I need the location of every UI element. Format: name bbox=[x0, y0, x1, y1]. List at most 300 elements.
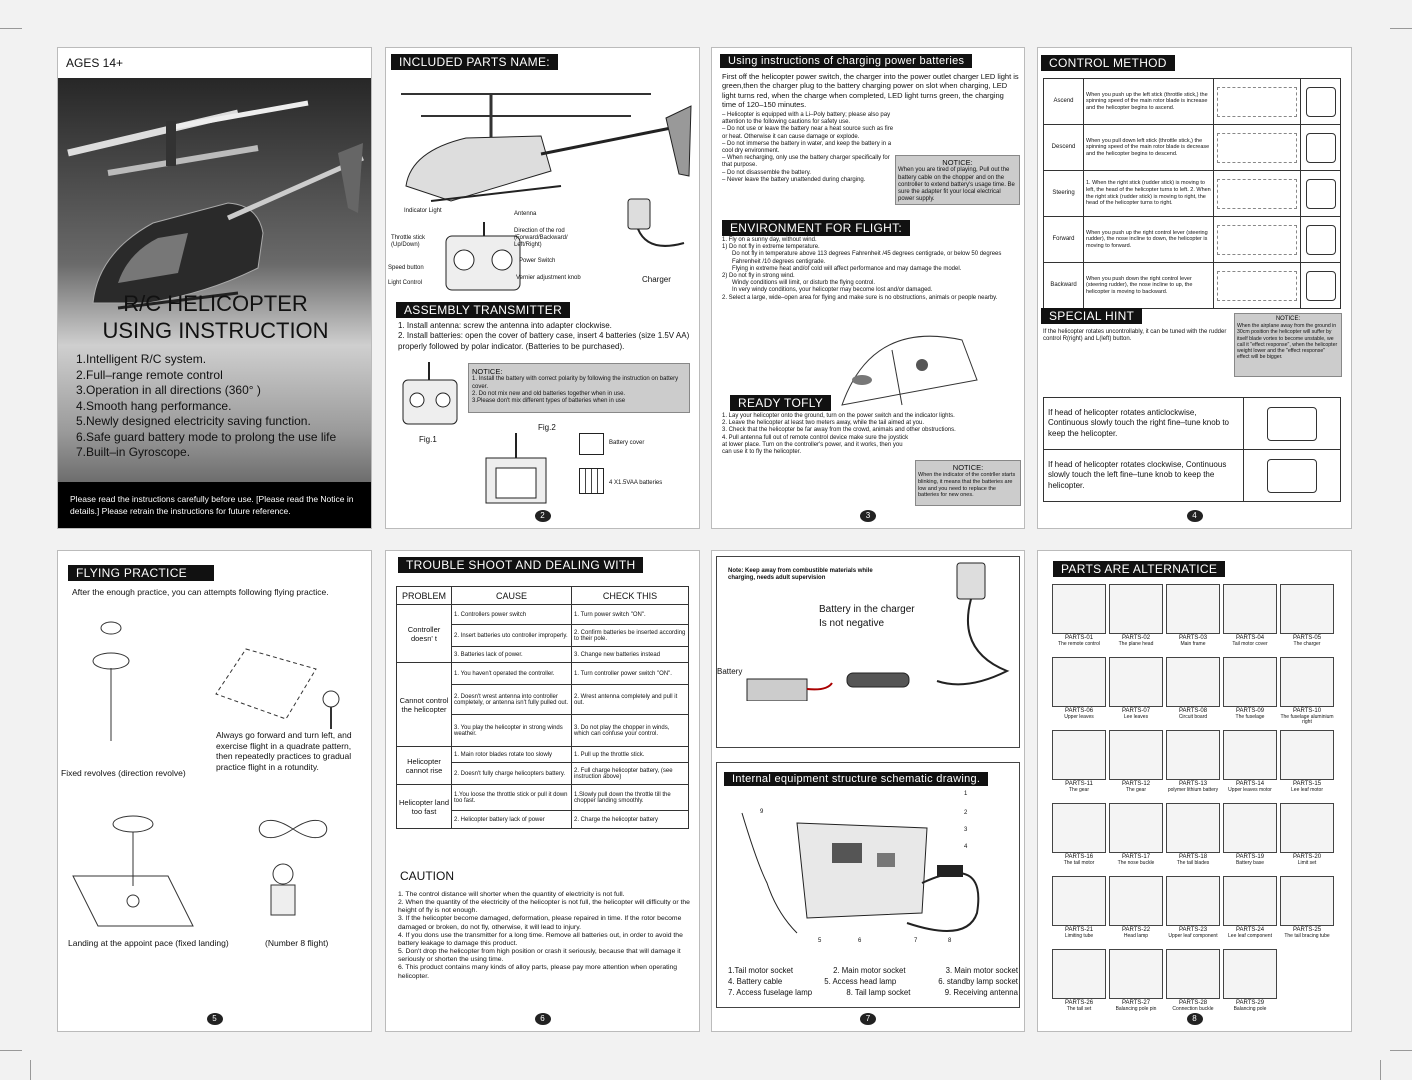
callout-number: 3 bbox=[964, 827, 968, 833]
control-text: When you push up the right control lever (steering rudder), the nose incline to down, the helicopter is moving to forward. bbox=[1086, 229, 1208, 249]
environment-header: ENVIRONMENT FOR FLIGHT: bbox=[722, 220, 910, 236]
legend-item: 4. Battery cable bbox=[728, 977, 783, 986]
ready-item: 3. Check that the helicopter be far away from the crowd, animals and other obstructions. bbox=[722, 427, 956, 434]
page-number: 5 bbox=[207, 1013, 223, 1025]
section-header: TROUBLE SHOOT AND DEALING WITH bbox=[398, 557, 643, 573]
part-name: Balancing pole pin bbox=[1115, 1005, 1157, 1012]
part-image bbox=[1166, 657, 1220, 707]
part-item bbox=[1223, 876, 1277, 939]
label-indicator-light: Indicator Light bbox=[404, 208, 442, 214]
callout-number: 7 bbox=[914, 938, 918, 944]
check-cell: 1. Turn power switch "ON". bbox=[572, 605, 689, 625]
battery-cover-label: Battery cover bbox=[609, 440, 645, 446]
section-header: Using instructions of charging power batteries bbox=[720, 54, 972, 68]
notice-text: When the airplane away from the ground in 30cm position the helicopter will suffer by itself blade vortex to become unstable, we call it "effect response", when the helicopter weight lower and the "effect response" effect will be bigger. bbox=[1237, 323, 1338, 361]
ready-item: 2. Leave the helicopter at least two meters away, while the tail aimed at you. bbox=[722, 420, 924, 427]
stick-diagram bbox=[1301, 171, 1341, 217]
legend-item: 6. standby lamp socket bbox=[938, 977, 1018, 986]
notice-box bbox=[468, 363, 690, 413]
table-header-row bbox=[397, 587, 689, 605]
part-code: PARTS-08 bbox=[1178, 708, 1208, 714]
part-image bbox=[1166, 730, 1220, 780]
charger-battery-drawing bbox=[717, 561, 1017, 701]
feature-list bbox=[76, 352, 336, 461]
callout-number: 4 bbox=[964, 844, 968, 850]
part-image bbox=[1223, 803, 1277, 853]
notice-title: NOTICE: bbox=[942, 158, 973, 167]
control-text: 1. When the right stick (rudder stick) is moving to left, the head of the helicopter turns to left. 2. When the right stick (rudder stick) is moving to right, the head of the helicopter turns to right. bbox=[1086, 180, 1211, 207]
control-row bbox=[1044, 263, 1341, 309]
part-item bbox=[1280, 730, 1334, 793]
part-code: PARTS-17 bbox=[1121, 854, 1151, 860]
part-image bbox=[1223, 876, 1277, 926]
part-item bbox=[1166, 730, 1220, 793]
legend-item: 9. Receiving antenna bbox=[944, 988, 1018, 997]
stick-diagram bbox=[1301, 125, 1341, 171]
title-line-1: R/C HELICOPTER bbox=[123, 291, 308, 316]
cause-cell: 1. Main rotor blades rotate too slowly bbox=[452, 747, 572, 763]
stick-diagram bbox=[1301, 217, 1341, 263]
check-cell: 2. Full charge helicopter battery, (see instruction above) bbox=[572, 763, 689, 785]
part-item bbox=[1109, 730, 1163, 793]
part-image bbox=[1109, 657, 1163, 707]
part-item bbox=[1223, 949, 1277, 1012]
check-cell: 2. Confirm batteries be inserted according to their pole. bbox=[572, 625, 689, 647]
part-code: PARTS-10 bbox=[1292, 708, 1322, 714]
circuit-board-drawing bbox=[737, 793, 987, 943]
control-name: Descend bbox=[1051, 143, 1076, 150]
page-1-cover bbox=[57, 47, 372, 529]
problem-cell: Helicopter land too fast bbox=[397, 785, 452, 829]
feature-item: 4.Smooth hang performance. bbox=[76, 398, 232, 413]
rotation-row bbox=[1044, 450, 1341, 502]
feature-item: 1.Intelligent R/C system. bbox=[76, 352, 207, 366]
part-code: PARTS-15 bbox=[1292, 781, 1322, 787]
part-image bbox=[1223, 657, 1277, 707]
crop-mark bbox=[1390, 28, 1412, 29]
part-image bbox=[1109, 584, 1163, 634]
fig2-label: Fig.2 bbox=[538, 423, 556, 432]
part-item bbox=[1223, 584, 1277, 647]
part-item bbox=[1166, 949, 1220, 1012]
part-name: The nose buckle bbox=[1117, 859, 1155, 866]
label-antenna: Antenna bbox=[514, 211, 537, 217]
control-text: When you push up the left stick (throttle stick,) the spinning speed of the main rotor blade is increase and the helicopter begins to ascend. bbox=[1086, 91, 1208, 111]
part-code: PARTS-29 bbox=[1235, 1000, 1265, 1006]
part-item bbox=[1280, 657, 1334, 726]
part-image bbox=[1280, 876, 1334, 926]
part-image bbox=[1109, 803, 1163, 853]
part-code: PARTS-25 bbox=[1292, 927, 1322, 933]
helicopter-illustration bbox=[58, 93, 372, 313]
control-illustration bbox=[1214, 263, 1301, 309]
notice-item: 2. Do not mix new and old batteries together when in use. bbox=[472, 390, 626, 397]
ready-list bbox=[722, 413, 1020, 456]
charging-note: Note: Keep away from combustible materials while charging, needs adult supervision bbox=[728, 568, 873, 582]
number-eight-diagram bbox=[238, 809, 348, 929]
part-item bbox=[1109, 584, 1163, 647]
label-throttle-stick: Throttle stick (Up/Down) bbox=[391, 235, 426, 249]
part-name: Limiting tube bbox=[1064, 932, 1094, 939]
part-name: The fuselage bbox=[1235, 713, 1265, 720]
environment-list bbox=[722, 237, 1020, 302]
control-row bbox=[1044, 171, 1341, 217]
ready-item: 4. Pull antenna full out of remote control device make sure the joystick at lower place. Turn on the controller's power, and it works, then you can use it to fly the helicopter. bbox=[722, 434, 909, 455]
helicopter-drawing bbox=[391, 76, 700, 206]
part-item bbox=[1223, 803, 1277, 866]
check-cell: 3. Change new batteries instead bbox=[572, 647, 689, 663]
stick-diagram bbox=[1301, 263, 1341, 309]
section-header: CONTROL METHOD bbox=[1041, 55, 1175, 71]
page-number: 7 bbox=[860, 1013, 876, 1025]
control-name: Steering bbox=[1052, 189, 1075, 196]
caution-list bbox=[398, 891, 694, 981]
col-cause: CAUSE bbox=[452, 587, 572, 605]
part-code: PARTS-07 bbox=[1121, 708, 1151, 714]
part-name: Limit set bbox=[1297, 859, 1317, 866]
notice-title: NOTICE: bbox=[1275, 316, 1301, 322]
part-code: PARTS-05 bbox=[1292, 635, 1322, 641]
part-item bbox=[1052, 949, 1106, 1012]
page-4-control bbox=[1037, 47, 1352, 529]
part-image bbox=[1280, 803, 1334, 853]
part-code: PARTS-09 bbox=[1235, 708, 1265, 714]
control-row bbox=[1044, 79, 1341, 125]
page-number: 3 bbox=[860, 510, 876, 522]
problem-cell: Helicopter cannot rise bbox=[397, 747, 452, 785]
part-image bbox=[1109, 949, 1163, 999]
env-item: 2. Select a large, wide–open area for flying and make sure is no obstructions, animals or people nearby. bbox=[722, 294, 998, 301]
crop-mark bbox=[1390, 1050, 1412, 1051]
part-item bbox=[1223, 657, 1277, 720]
notice-box-2 bbox=[915, 460, 1021, 506]
part-item bbox=[1109, 949, 1163, 1012]
troubleshoot-table bbox=[396, 586, 689, 829]
assembly-step: 1. Install antenna: screw the antenna into adapter clockwise. bbox=[398, 321, 612, 330]
page-number: 2 bbox=[535, 510, 551, 522]
feature-item: 3.Operation in all directions (360° ) bbox=[76, 383, 261, 397]
label-speed-button: Speed button bbox=[388, 265, 424, 271]
notice-item: 3.Please don't mix different types of batteries when in use bbox=[472, 397, 626, 404]
assembly-header: ASSEMBLY TRANSMITTER bbox=[396, 302, 570, 318]
part-name: Balancing pole bbox=[1233, 1005, 1267, 1012]
col-check: CHECK THIS bbox=[572, 587, 689, 605]
page-6-troubleshoot bbox=[385, 550, 700, 1032]
label-charger: Charger bbox=[642, 275, 671, 284]
caution-item: 2. When the quantity of the electricity of the helicopter is not full, the helicopter will difficulty or the height of fly is not enough. bbox=[398, 899, 690, 915]
callout-number: 9 bbox=[760, 809, 764, 815]
legend-item: 1.Tail motor socket bbox=[728, 966, 793, 975]
rotation-text: If head of helicopter rotates anticlockwise, Continuous slowly touch the right fine–tune knob to keep the helicopter. bbox=[1048, 407, 1230, 438]
page-8-parts bbox=[1037, 550, 1352, 1032]
part-code: PARTS-22 bbox=[1121, 927, 1151, 933]
practice-intro: After the enough practice, you can attempts following flying practice. bbox=[72, 587, 329, 597]
part-code: PARTS-01 bbox=[1064, 635, 1094, 641]
part-item bbox=[1052, 876, 1106, 939]
part-image bbox=[1223, 949, 1277, 999]
part-item bbox=[1109, 803, 1163, 866]
page-2-parts bbox=[385, 47, 700, 529]
cause-cell: 2. Doesn't wrest antenna into controller completely, or antenna isn't fully pulled out. bbox=[452, 685, 572, 715]
part-item bbox=[1166, 876, 1220, 939]
part-image bbox=[1166, 803, 1220, 853]
notice-box bbox=[895, 155, 1020, 205]
part-code: PARTS-03 bbox=[1178, 635, 1208, 641]
square-pattern-text: Always go forward and turn left, and exercise flight in a quadrate pattern, then repeatedly practices to gradual practice flight in a rotundity. bbox=[216, 730, 352, 772]
safety-item: – When recharging, only use the battery charger specifically for that purpose. bbox=[722, 155, 890, 169]
cause-cell: 1.You loose the throttle stick or pull it down too fast. bbox=[452, 785, 572, 811]
part-item bbox=[1223, 730, 1277, 793]
part-image bbox=[1280, 657, 1334, 707]
env-item: 2) Do not fly in strong wind. bbox=[722, 272, 795, 279]
part-name: The tail motor bbox=[1063, 859, 1095, 866]
notice-text: When the indicator of the contrller starts blinking, it means that the batteries are low and you need to replace the batteries for new ones. bbox=[918, 472, 1016, 499]
cause-cell: 2. Insert batteries uto controller improperly. bbox=[452, 625, 572, 647]
callout-number: 8 bbox=[948, 938, 952, 944]
safety-item: – Do not disassemble the battery. bbox=[722, 169, 811, 176]
part-name: The tail blades bbox=[1176, 859, 1210, 866]
callout-number: 6 bbox=[858, 938, 862, 944]
part-code: PARTS-16 bbox=[1064, 854, 1094, 860]
caution-item: 5. Don't drop the helicopter from high position or crash it seriously, because that will damage it seriously or shorten the using time. bbox=[398, 948, 681, 964]
part-name: The plane head bbox=[1118, 640, 1154, 647]
part-image bbox=[1052, 730, 1106, 780]
section-header: Internal equipment structure schematic drawing. bbox=[724, 772, 988, 786]
page-number: 6 bbox=[535, 1013, 551, 1025]
part-name: The remote control bbox=[1058, 640, 1100, 647]
rotation-diagram bbox=[1244, 398, 1341, 450]
part-code: PARTS-28 bbox=[1178, 1000, 1208, 1006]
section-header: FLYING PRACTICE bbox=[68, 565, 214, 581]
section-header: INCLUDED PARTS NAME: bbox=[391, 54, 558, 70]
part-name: Battery base bbox=[1235, 859, 1265, 866]
part-item bbox=[1052, 803, 1106, 866]
part-item bbox=[1166, 657, 1220, 720]
rotation-table bbox=[1043, 397, 1341, 502]
callout-number: 1 bbox=[964, 791, 968, 797]
fixed-revolve-diagram bbox=[86, 613, 146, 743]
table-row bbox=[397, 605, 689, 625]
part-name: The gear bbox=[1068, 786, 1089, 793]
legend-item: 3. Main motor socket bbox=[945, 966, 1018, 975]
age-rating: AGES 14+ bbox=[66, 56, 124, 70]
caution-item: 1. The control distance will shorter when the quantity of electricity is not full. bbox=[398, 891, 625, 898]
part-image bbox=[1166, 876, 1220, 926]
part-item bbox=[1166, 584, 1220, 647]
special-hint-text: If the helicopter rotates uncontrollably, it can be tuned with the rudder control R(right) and L(left) button. bbox=[1043, 329, 1227, 343]
control-method-table bbox=[1043, 78, 1341, 309]
part-code: PARTS-18 bbox=[1178, 854, 1208, 860]
fixed-revolve-label: Fixed revolves (direction revolve) bbox=[61, 768, 186, 778]
notice-item: 1. Install the battery with correct polarity by following the instruction on battery cover. bbox=[472, 376, 679, 390]
label-vernier-knob: Vernier adjustment knob bbox=[516, 275, 581, 281]
caution-item: 6. This product contains many kinds of alloy parts, please pay more attention when operating helicopter. bbox=[398, 964, 678, 980]
legend-item: 8. Tail lamp socket bbox=[846, 988, 911, 997]
feature-item: 5.Newly designed electricity saving function. bbox=[76, 414, 311, 428]
control-name: Forward bbox=[1052, 235, 1075, 242]
control-illustration bbox=[1214, 125, 1301, 171]
part-name: Lee leaves bbox=[1123, 713, 1149, 720]
legend bbox=[728, 965, 1018, 998]
control-text: When you push down the right control lever (steering rudder), the nose incline to up, the helicopter is moving to backward. bbox=[1086, 275, 1193, 295]
page-number: 4 bbox=[1187, 510, 1203, 522]
cause-cell: 3. Batteries lack of power. bbox=[452, 647, 572, 663]
control-text: When you pull down left stick (throttle stick,) the spinning speed of the main rotor blade is decrease and the helicopter begins to descend. bbox=[1086, 137, 1210, 157]
rotation-diagram bbox=[1244, 450, 1341, 502]
env-item: 1. Fly on a sunny day, without wind. bbox=[722, 237, 817, 243]
part-name: The tail set bbox=[1066, 1005, 1092, 1012]
notice-box bbox=[1234, 313, 1342, 377]
legend-item: 7. Access fuselage lamp bbox=[728, 988, 813, 997]
part-item bbox=[1280, 876, 1334, 939]
batteries-label: 4 X1.5VAA batteries bbox=[609, 480, 663, 486]
crop-mark bbox=[0, 28, 22, 29]
part-item bbox=[1109, 657, 1163, 720]
part-code: PARTS-02 bbox=[1121, 635, 1151, 641]
page-5-practice bbox=[57, 550, 372, 1032]
label-direction-rod: Direction of the rod (Forward/Backward/ Left/Right) bbox=[514, 228, 568, 249]
col-problem: PROBLEM bbox=[397, 587, 452, 605]
title-line-2: USING INSTRUCTION bbox=[102, 318, 329, 343]
notice-title: NOTICE: bbox=[472, 367, 503, 376]
battery-in-charger-label: Battery in the charger bbox=[819, 604, 915, 615]
feature-item: 6.Safe guard battery mode to prolong the use life bbox=[76, 429, 337, 444]
cause-cell: 2. Doesn't fully charge helicopters battery. bbox=[452, 763, 572, 785]
control-illustration bbox=[1214, 79, 1301, 125]
ready-item: 1. Lay your helicopter onto the ground, turn on the power switch and the indicator lights. bbox=[722, 413, 955, 419]
caution-header: CAUTION bbox=[400, 869, 454, 883]
legend-item: 5. Access head lamp bbox=[824, 977, 897, 986]
safety-item: – Do not immerse the battery in water, and keep the battery in a cool dry environment. bbox=[722, 140, 892, 154]
part-name: Upper leaf component bbox=[1168, 932, 1218, 939]
assembly-step: 2. Install batteries: open the cover of battery case, insert 4 batteries (size 1.5V AA) properly followed by polar indicator. (Batteries to be purchased). bbox=[398, 331, 690, 351]
part-code: PARTS-11 bbox=[1065, 781, 1093, 787]
problem-cell: Controller doesn' t bbox=[397, 605, 452, 663]
part-item bbox=[1280, 803, 1334, 866]
safety-item: – Do not use or leave the battery near a heat source such as fire or heat. Otherwise it can cause damage or explode. bbox=[722, 126, 894, 140]
special-hint-header: SPECIAL HINT bbox=[1041, 308, 1142, 324]
part-code: PARTS-27 bbox=[1121, 1000, 1151, 1006]
part-name: Circuit board bbox=[1178, 713, 1208, 720]
callout-number: 2 bbox=[964, 810, 968, 816]
part-image bbox=[1052, 803, 1106, 853]
part-image bbox=[1052, 657, 1106, 707]
batteries-shape bbox=[579, 468, 604, 494]
part-code: PARTS-21 bbox=[1064, 927, 1094, 933]
crop-mark bbox=[30, 1060, 31, 1080]
control-row bbox=[1044, 217, 1341, 263]
notice-title: NOTICE: bbox=[952, 463, 984, 472]
part-name: Tail motor cover bbox=[1232, 640, 1268, 647]
part-name: Connection buckle bbox=[1172, 1005, 1214, 1012]
part-code: PARTS-04 bbox=[1235, 635, 1265, 641]
part-name: Upper leaves bbox=[1064, 713, 1094, 720]
env-item: In very windy conditions, your helicopter may become lost and/or damaged. bbox=[732, 287, 933, 294]
part-code: PARTS-14 bbox=[1235, 781, 1265, 787]
label-light-control: Light Control bbox=[388, 280, 423, 286]
battery-label: Battery bbox=[717, 667, 743, 676]
part-name: Lee leaf component bbox=[1228, 932, 1272, 939]
part-image bbox=[1109, 730, 1163, 780]
cause-cell: 3. You play the helicopter in strong winds weather. bbox=[452, 715, 572, 747]
safety-item: – Helicopter is equipped with a Li–Poly battery; please also pay attention to the following cautions for safety use. bbox=[722, 112, 891, 126]
page-3-charging bbox=[711, 47, 1025, 529]
env-item: Do not fly in temperature above 113 degrees Fahrenheit /45 degrees centigrade, or below 50 degrees Fahrenheit /10 degrees centigrade. bbox=[732, 251, 1002, 265]
part-name: polymer lithium battery bbox=[1167, 786, 1219, 793]
part-code: PARTS-19 bbox=[1235, 854, 1265, 860]
cause-cell: 2. Helicopter battery lack of power bbox=[452, 811, 572, 829]
legend-item: 2. Main motor socket bbox=[833, 966, 906, 975]
fig1-transmitter bbox=[401, 360, 461, 430]
part-image bbox=[1280, 584, 1334, 634]
feature-item: 7.Built–in Gyroscope. bbox=[76, 445, 191, 459]
part-image bbox=[1166, 949, 1220, 999]
control-illustration bbox=[1214, 171, 1301, 217]
part-code: PARTS-23 bbox=[1178, 927, 1208, 933]
part-name: Lee leaf motor bbox=[1291, 786, 1323, 793]
crop-mark bbox=[1380, 1060, 1381, 1080]
part-image bbox=[1052, 949, 1106, 999]
part-image bbox=[1052, 584, 1106, 634]
part-image bbox=[1166, 584, 1220, 634]
cover-footer: Please read the instructions carefully before use. [Please read the Notice in details.] Please retrain the instructions for future reference. bbox=[70, 494, 354, 516]
crop-mark bbox=[0, 1050, 22, 1051]
part-code: PARTS-06 bbox=[1064, 708, 1094, 714]
cause-cell: 1. You haven't operated the controller. bbox=[452, 663, 572, 685]
assembly-steps bbox=[398, 321, 696, 352]
env-item: Flying in extreme heat and/of cold will affect performance and may damage the model. bbox=[732, 265, 962, 272]
label-power-switch: Power Switch bbox=[519, 258, 556, 264]
part-name: The gear bbox=[1125, 786, 1146, 793]
control-illustration bbox=[1214, 217, 1301, 263]
env-item: Windy conditions will limit, or disturb the flying control. bbox=[732, 280, 876, 287]
battery-cover-shape bbox=[579, 433, 604, 455]
part-item bbox=[1052, 657, 1106, 720]
check-cell: 2. Wrest antenna completely and pull it out. bbox=[572, 685, 689, 715]
part-image bbox=[1052, 876, 1106, 926]
part-item bbox=[1052, 730, 1106, 793]
table-row bbox=[397, 785, 689, 811]
part-name: Upper leaves motor bbox=[1228, 786, 1272, 793]
part-code: PARTS-13 bbox=[1178, 781, 1208, 787]
page-7-internal bbox=[711, 550, 1025, 1032]
part-item bbox=[1052, 584, 1106, 647]
transmitter-drawing bbox=[444, 222, 524, 294]
part-image bbox=[1223, 584, 1277, 634]
problem-cell: Cannot control the helicopter bbox=[397, 663, 452, 747]
flight-area-diagram bbox=[832, 320, 982, 410]
not-negative-label: Is not negative bbox=[819, 618, 885, 629]
part-name: The tail bracing tube bbox=[1284, 932, 1330, 939]
part-image bbox=[1109, 876, 1163, 926]
env-item: 1) Do not fly in extreme temperature. bbox=[722, 244, 820, 251]
safety-bullets bbox=[722, 112, 900, 184]
part-item bbox=[1166, 803, 1220, 866]
caution-item: 3. If the helicopter become damaged, deformation, please repaired in time. If the rotor become damaged or broken, do not fly, otherwise, it will lead to injury. bbox=[398, 915, 682, 931]
ready-header: READY TOFLY bbox=[730, 395, 831, 411]
part-code: PARTS-20 bbox=[1292, 854, 1322, 860]
stick-diagram bbox=[1301, 79, 1341, 125]
check-cell: 2. Charge the helicopter battery bbox=[572, 811, 689, 829]
cause-cell: 1. Controllers power switch bbox=[452, 605, 572, 625]
control-name: Backward bbox=[1050, 281, 1077, 288]
part-name: Main frame bbox=[1180, 640, 1206, 647]
part-code: PARTS-12 bbox=[1121, 781, 1151, 787]
charger-drawing bbox=[618, 193, 688, 263]
part-image bbox=[1223, 730, 1277, 780]
part-image bbox=[1280, 730, 1334, 780]
safety-item: – Never leave the battery unattended during charging. bbox=[722, 176, 866, 183]
